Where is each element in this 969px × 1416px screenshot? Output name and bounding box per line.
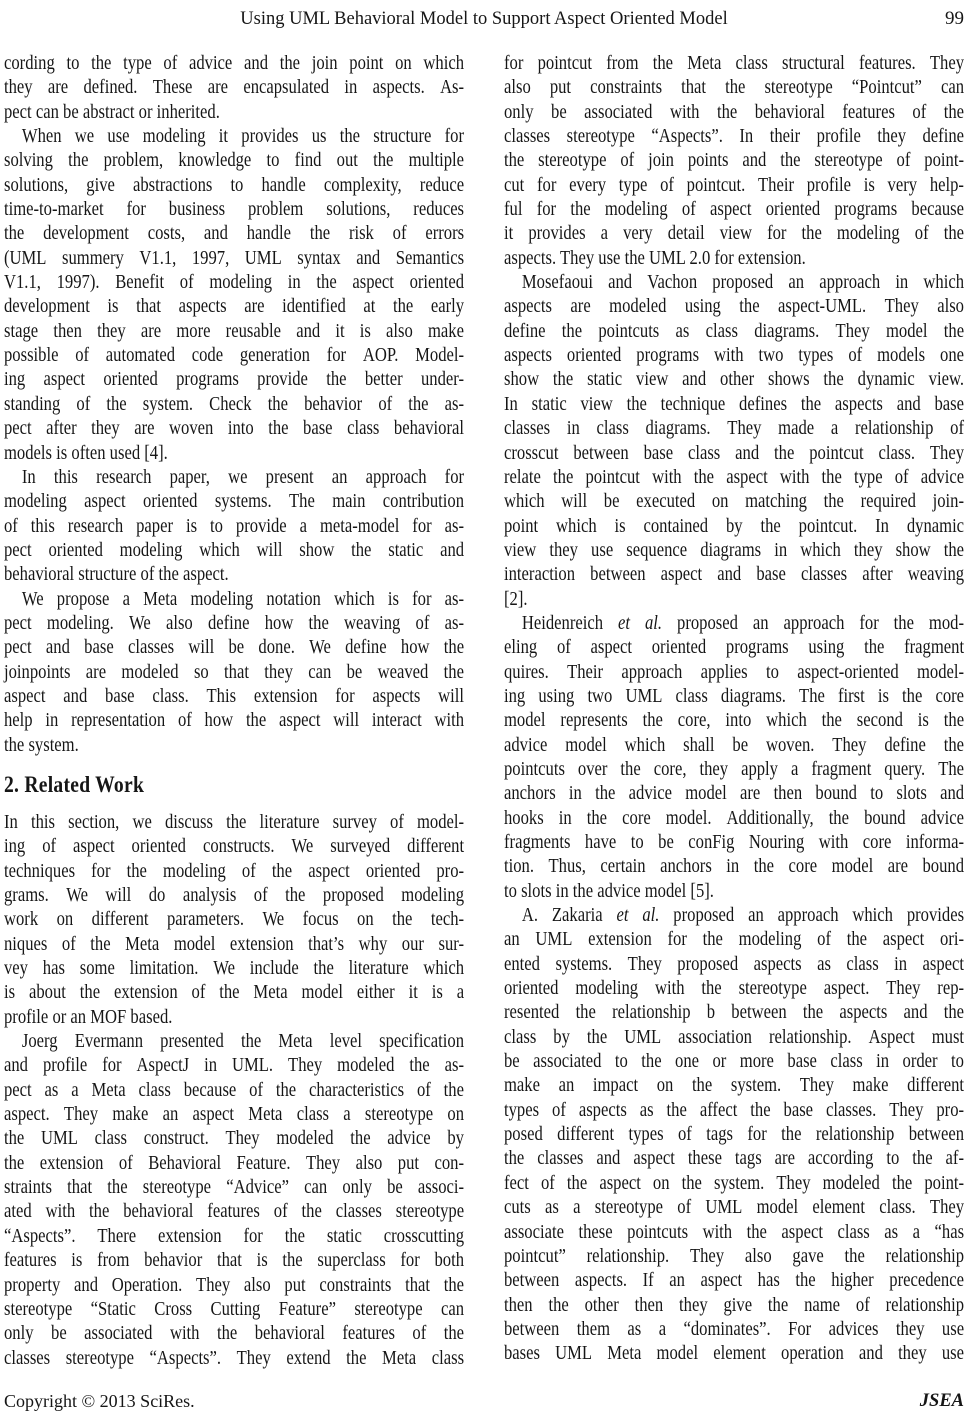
- text-line: classes stereotype “Aspects”. In their profile they define: [504, 126, 965, 148]
- text-line: of this research paper is to provide a meta-model for as-: [4, 515, 465, 537]
- text-line: aspects. They use the UML 2.0 for extension.: [504, 247, 806, 269]
- text-line: the development costs, and handle the risk of errors: [4, 223, 465, 245]
- paragraph: [4, 125, 464, 466]
- paragraph: [4, 811, 464, 1030]
- text-line: between them as a “dominates”. For advices they use: [504, 1318, 965, 1340]
- text-line: associate these pointcuts with the aspect class as a “has: [504, 1221, 965, 1243]
- text-line: crosscut between base class and the pointcut class. They: [504, 442, 965, 464]
- paragraph: [504, 271, 964, 612]
- text-line: view they use sequence diagrams in which they show the: [504, 539, 965, 561]
- text-line: aspect. They make an aspect Meta class a stereotype on: [4, 1104, 465, 1126]
- page-footer: [4, 1390, 964, 1414]
- text-line: pointcut” relationship. They also gave the relationship: [504, 1245, 965, 1267]
- text-line: aspects are modeled using the aspect-UML. They also: [504, 296, 965, 318]
- text-line: ful for the modeling of aspect oriented programs because: [504, 199, 965, 221]
- text-line: In this research paper, we present an approach for: [21, 466, 465, 488]
- text-line: show the static view and other shows the dynamic view.: [504, 369, 965, 391]
- text-line: model represents the core, into which the second is the: [504, 710, 965, 732]
- text-line: they are defined. These are encapsulated in aspects. As-: [4, 77, 465, 99]
- copyright-notice: Copyright © 2013 SciRes.: [4, 1391, 195, 1411]
- text-line: the classes and aspect these tags are according to the af-: [504, 1148, 965, 1170]
- paragraph: [4, 1030, 464, 1371]
- text-line: interaction between aspect and base classes after weaving: [504, 564, 965, 586]
- text-line: pointcuts over the core, they apply a fragment query. The: [504, 758, 965, 780]
- text-line: techniques for the modeling of the aspect oriented pro-: [4, 860, 465, 882]
- text-line: be associated to the one or more base class in order to: [504, 1051, 964, 1073]
- text-line: only be associated with the behavioral features of the: [504, 101, 965, 123]
- text-line: cording to the type of advice and the join point on which: [4, 53, 465, 74]
- text-line: (UML summery V1.1, 1997, UML syntax and Semantics: [4, 247, 465, 269]
- text-line: which will be executed on matching the required join-: [504, 491, 965, 513]
- text-line: cut for every type of pointcut. Their profile is very help-: [504, 174, 964, 196]
- text-line: only be associated with the behavioral features of the: [4, 1323, 465, 1345]
- text-line: time-to-market for business problem solutions, reduces: [4, 199, 465, 221]
- text-line: work on different parameters. We focus on the tech-: [4, 909, 465, 931]
- paragraph: [4, 466, 464, 588]
- text-line: ing using two UML class diagrams. The first is the core: [504, 685, 965, 707]
- text-line: Mosefaoui and Vachon proposed an approach in which: [521, 272, 965, 294]
- text-line: When we use modeling it provides us the structure for: [21, 126, 465, 148]
- text-line: niques of the Meta model extension that’s why our sur-: [4, 933, 465, 955]
- text-line: the stereotype of join points and the stereotype of point-: [504, 150, 964, 172]
- text-line: the system.: [4, 734, 79, 756]
- journal-abbreviation: JSEA: [919, 1391, 964, 1411]
- text-line: for pointcut from the Meta class structural features. They: [504, 53, 965, 74]
- text-line: anchors in the advice model are then bound to slots and: [504, 783, 965, 805]
- text-line: “Aspects”. There extension for the static crosscutting: [4, 1225, 465, 1247]
- text-line: modeling aspect oriented systems. The main contribution: [4, 491, 465, 513]
- text-line: ented systems. They proposed aspects as class in aspect: [504, 953, 965, 975]
- text-line: straints that the stereotype “Advice” can only be associ-: [4, 1177, 465, 1199]
- text-line: types of aspects as the affect the base classes. They pro-: [504, 1099, 965, 1121]
- text-line: ated with the behavioral features of the classes stereotype: [4, 1201, 465, 1223]
- text-line: possible of automated code generation for AOP. Model-: [4, 345, 465, 367]
- text-line: A. Zakaria et al. proposed an approach which provides: [521, 905, 965, 927]
- text-line: the UML class construct. They modeled the advice by: [4, 1128, 464, 1150]
- text-line: pect modeling. We also define how the weaving of as-: [4, 612, 465, 634]
- text-line: We propose a Meta modeling notation which is for as-: [21, 588, 465, 610]
- text-line: and profile for AspectJ in UML. They modeled the as-: [4, 1055, 465, 1077]
- text-line: help in representation of how the aspect will interact with: [4, 710, 465, 732]
- text-line: bases UML Meta model element operation and they use: [504, 1343, 964, 1365]
- text-line: pect after they are woven into the base class behavioral: [4, 418, 465, 440]
- text-line: oriented modeling with the stereotype aspect. They rep-: [504, 978, 965, 1000]
- text-line: to slots in the advice model [5].: [504, 880, 714, 902]
- paragraph: [4, 52, 464, 125]
- left-column: [4, 52, 464, 1371]
- text-line: eling of aspect oriented programs using the fragment: [504, 637, 965, 659]
- text-line: In this section, we discuss the literature survey of model-: [4, 811, 465, 833]
- text-line: between aspects. If an aspect has the higher precedence: [504, 1270, 964, 1292]
- text-line: solving the problem, knowledge to find out the multiple: [4, 150, 465, 172]
- section-heading: 2. Related Work: [4, 771, 145, 797]
- text-line: an UML extension for the modeling of the aspect ori-: [504, 929, 965, 951]
- text-line: features is from behavior that is the superclass for both: [4, 1250, 465, 1272]
- text-line: pect oriented modeling which will show the static and: [4, 539, 465, 561]
- text-line: aspects oriented programs with two types of models one: [504, 345, 965, 367]
- paragraph: [504, 52, 964, 271]
- text-line: grams. We will do analysis of the proposed modeling: [4, 885, 465, 906]
- text-line: relate the pointcut with the aspect with the type of advice: [504, 466, 965, 488]
- text-line: classes stereotype “Aspects”. They extend the Meta class: [4, 1347, 465, 1369]
- paragraph: [504, 612, 964, 904]
- text-line: joinpoints are modeled so that they can be weaved the: [4, 661, 464, 683]
- text-line: stage then they are more reusable and it is also make: [4, 320, 464, 342]
- text-line: vey has some limitation. We include the literature which: [4, 958, 465, 980]
- text-line: class by the UML association relationship. Aspect must: [504, 1026, 965, 1048]
- text-line: In static view the technique defines the aspects and base: [504, 393, 965, 415]
- text-line: ing aspect oriented programs provide the better under-: [4, 369, 465, 391]
- text-line: the extension of Behavioral Feature. They also put con-: [4, 1152, 465, 1174]
- page-header: [4, 7, 964, 33]
- text-line: resented the relationship b between the aspects and the: [504, 1002, 965, 1024]
- text-line: models is often used [4].: [4, 442, 168, 464]
- text-line: posed different types of tags for the relationship between: [504, 1124, 965, 1146]
- paragraph: [4, 588, 464, 758]
- text-line: stereotype “Static Cross Cutting Feature” stereotype can: [4, 1298, 465, 1320]
- text-line: classes in class diagrams. They made a relationship of: [504, 418, 964, 440]
- text-line: [2].: [504, 588, 528, 610]
- running-title: Using UML Behavioral Model to Support Aspect Oriented Model: [240, 9, 728, 29]
- text-line: tion. Thus, certain anchors in the core model are bound: [504, 856, 965, 878]
- text-line: behavioral structure of the aspect.: [4, 564, 229, 586]
- text-line: fragments have to be conFig Nouring with core informa-: [504, 832, 964, 853]
- text-line: also put constraints that the stereotype “Pointcut” can: [504, 77, 965, 99]
- text-line: define the pointcuts as class diagrams. They model the: [504, 320, 965, 342]
- text-line: quires. Their approach applies to aspect-oriented model-: [504, 661, 965, 683]
- text-line: Joerg Evermann presented the Meta level specification: [21, 1031, 465, 1053]
- text-line: cuts as a stereotype of UML model element class. They: [504, 1197, 965, 1219]
- text-line: development is that aspects are identified at the early: [4, 296, 465, 318]
- text-line: solutions, give abstractions to handle complexity, reduce: [4, 174, 465, 196]
- text-line: make an impact on the system. They make different: [504, 1075, 965, 1097]
- right-column: [504, 52, 964, 1367]
- text-line: pect and base classes will be done. We define how the: [4, 637, 465, 659]
- text-line: advice model which shall be woven. They define the: [504, 734, 965, 756]
- text-line: then the other then they give the name of relationship: [504, 1294, 965, 1316]
- page-number: 99: [945, 8, 964, 29]
- text-line: ing of aspect oriented constructs. We surveyed different: [4, 836, 465, 858]
- text-line: property and Operation. They also put constraints that the: [4, 1274, 465, 1296]
- text-line: pect can be abstract or inherited.: [4, 101, 220, 123]
- text-line: it provides a very detail view for the modeling of the: [504, 223, 965, 245]
- paragraph: [504, 904, 964, 1367]
- text-line: standing of the system. Check the behavior of the as-: [4, 393, 465, 415]
- text-line: fect of the aspect on the system. They modeled the point-: [504, 1172, 965, 1194]
- text-line: is about the extension of the Meta model either it is a: [4, 982, 465, 1004]
- text-line: profile or an MOF based.: [4, 1006, 173, 1028]
- text-line: V1.1, 1997). Benefit of modeling in the aspect oriented: [4, 272, 465, 294]
- text-line: hooks in the core model. Additionally, the bound advice: [504, 807, 965, 829]
- text-line: pect as a Meta class because of the characteristics of the: [4, 1079, 464, 1101]
- text-line: Heidenreich et al. proposed an approach for the mod-: [521, 612, 965, 634]
- text-line: point which is contained by the pointcut. In dynamic: [504, 515, 965, 537]
- text-line: aspect and base class. This extension for aspects will: [4, 685, 464, 707]
